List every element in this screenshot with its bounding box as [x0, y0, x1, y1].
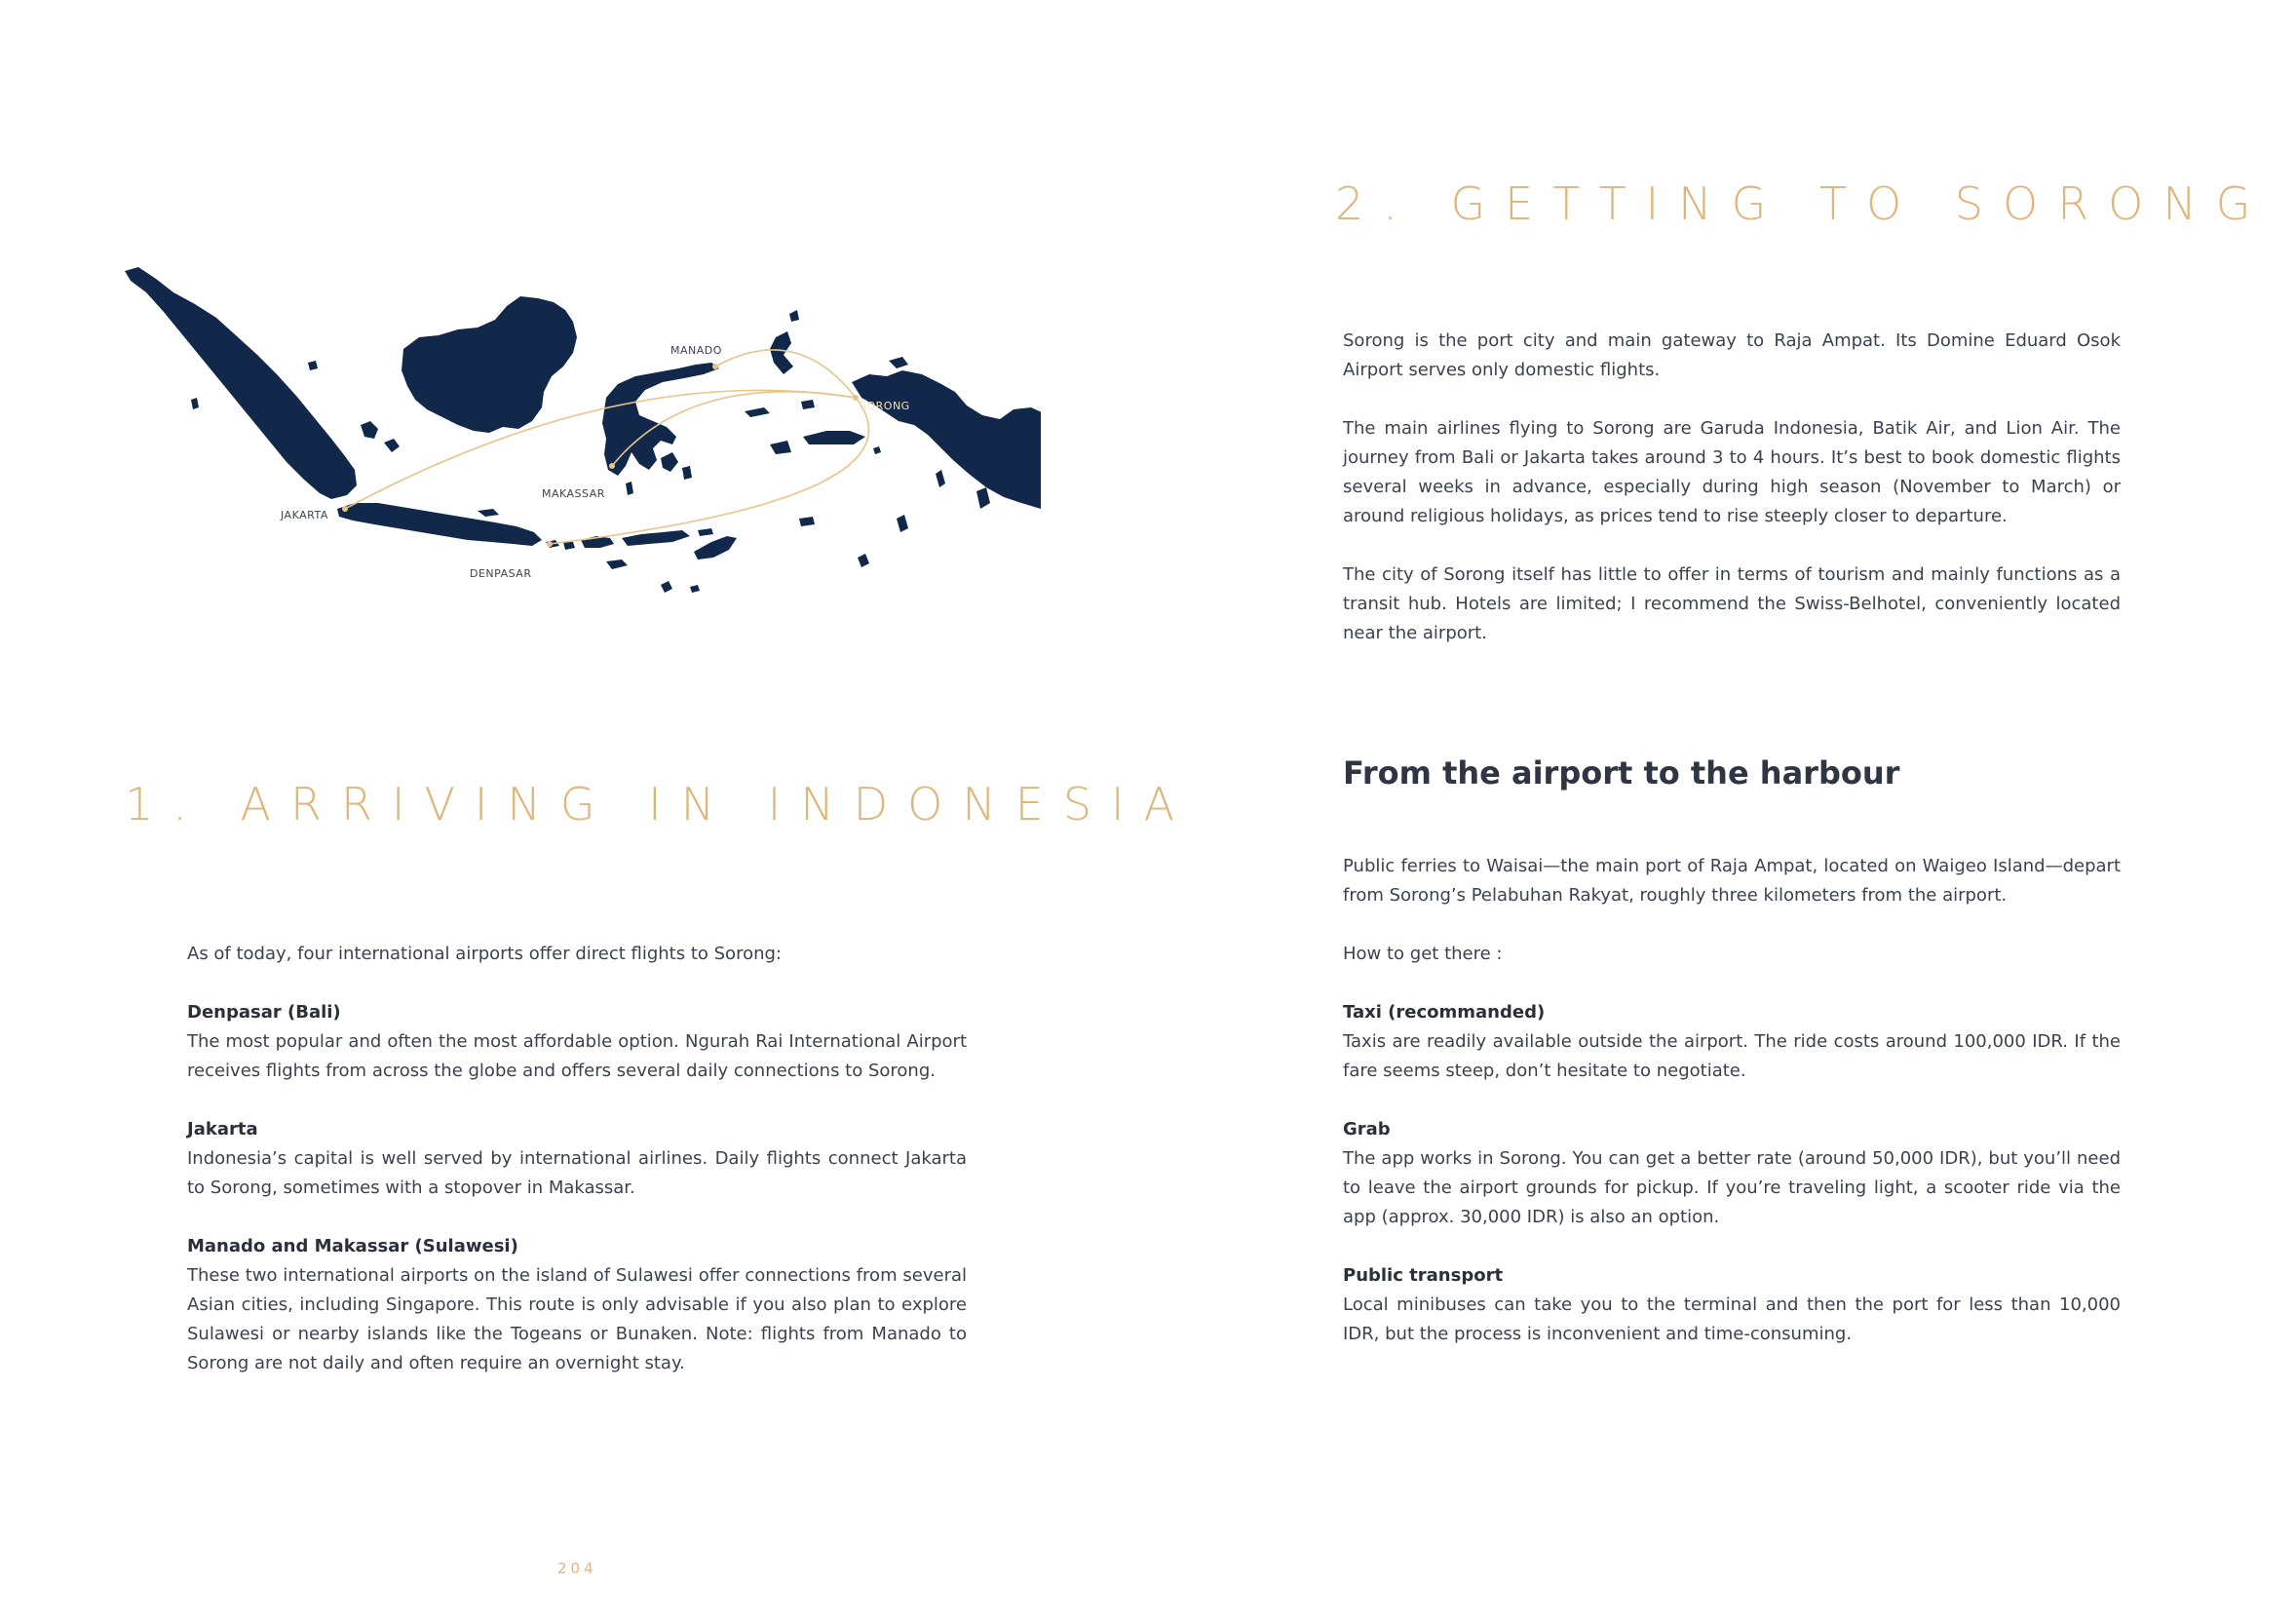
- harbour-intro: Public ferries to Waisai—the main port of Raja Ampat, located on Waigeo Island—depart from Sorong’s Pelabuhan Rakyat, roughly three kilometers from the airport.: [1343, 856, 2121, 906]
- city-dot-denpasar: [547, 541, 553, 547]
- airport-entry-sulawesi: [187, 1232, 967, 1378]
- island-java: [337, 503, 542, 546]
- island-selayar: [626, 482, 633, 495]
- island-seram: [803, 431, 865, 444]
- airport-name: Manado and Makassar (Sulawesi): [187, 1236, 518, 1256]
- island-kei: [936, 470, 945, 487]
- island-wetar: [799, 517, 815, 526]
- island-riau: [308, 361, 318, 370]
- transport-option-public: [1343, 1261, 2121, 1349]
- transport-option-name: Public transport: [1343, 1265, 1504, 1286]
- page-number: 204: [557, 1560, 597, 1577]
- transport-option-taxi: [1343, 998, 2121, 1086]
- section-title-arriving: 1. ARRIVING IN INDONESIA: [125, 778, 1195, 830]
- arriving-intro: As of today, four international airports offer direct flights to Sorong:: [187, 944, 782, 964]
- airport-name: Denpasar (Bali): [187, 1002, 341, 1023]
- how-to-get-there: How to get there :: [1343, 944, 1503, 964]
- sorong-paragraph: The city of Sorong itself has little to offer in terms of tourism and mainly functions as a transit hub. Hotels are limited; I recommend the Swiss-Belhotel, conveniently located near the airport.: [1343, 564, 2121, 643]
- sorong-paragraph: The main airlines flying to Sorong are Garuda Indonesia, Batik Air, and Lion Air. The journey from Bali or Jakarta takes around 3 to 4 hours. It’s best to book domestic flights several weeks in advance, especially during high season (November to March) or around religious holidays, as prices tend to rise steeply closer to departure.: [1343, 418, 2121, 526]
- island-sulawesi: [602, 363, 719, 476]
- indonesia-map: [115, 253, 1041, 614]
- subheading-airport-to-harbour: From the airport to the harbour: [1343, 754, 1900, 792]
- city-label-jakarta: JAKARTA: [281, 509, 328, 521]
- section-title-getting-to-sorong: 2. GETTING TO SORONG: [1335, 177, 2271, 230]
- airport-description: These two international airports on the island of Sulawesi offer connections from several Asian cities, including Singapore. This route is only advisable if you also plan to explore Sulawesi or nearby islands like the Togeans or Bunaken. Note: flights from Manado to Sorong are not daily and often require an overnight stay.: [187, 1265, 967, 1373]
- transport-option-name: Taxi (recommanded): [1343, 1002, 1546, 1023]
- right-page: [1148, 0, 2296, 1622]
- island-morotai: [789, 310, 799, 322]
- island-sulawesi-se: [661, 452, 678, 472]
- city-dot-manado: [712, 364, 718, 369]
- island-waigeo: [889, 357, 908, 368]
- transport-option-name: Grab: [1343, 1119, 1391, 1139]
- island-small-3: [858, 554, 869, 567]
- city-dot-jakarta: [342, 506, 348, 512]
- island-papua: [852, 370, 1041, 548]
- island-bangka: [361, 421, 378, 439]
- transport-option-description: The app works in Sorong. You can get a better rate (around 50,000 IDR), but you’ll need to leave the airport grounds for pickup. If you’re traveling light, a scooter ride via the app (approx. 30,000 IDR) is also an option.: [1343, 1148, 2121, 1227]
- harbour-text-block: [1343, 852, 2121, 1349]
- sorong-paragraph: Sorong is the port city and main gateway to Raja Ampat. Its Domine Eduard Osok Airport serves only domestic flights.: [1343, 330, 2121, 380]
- airport-entry-jakarta: [187, 1115, 967, 1203]
- arriving-text-block: [187, 940, 967, 1378]
- island-banda: [873, 446, 881, 454]
- island-alor: [698, 528, 713, 536]
- city-dot-sorong: [853, 395, 859, 401]
- airport-name: Jakarta: [187, 1119, 258, 1139]
- city-label-manado: MANADO: [670, 344, 722, 357]
- island-small-1: [661, 581, 672, 593]
- island-belitung: [384, 439, 400, 452]
- island-sumatra: [125, 267, 357, 499]
- airport-entry-denpasar: [187, 998, 967, 1086]
- island-buton: [682, 466, 692, 480]
- island-sula: [745, 407, 770, 417]
- island-obi: [801, 400, 815, 409]
- transport-option-grab: [1343, 1115, 2121, 1232]
- island-buru: [770, 441, 791, 454]
- island-aru: [976, 487, 990, 509]
- city-label-denpasar: DENPASAR: [470, 567, 532, 580]
- sorong-intro-block: [1343, 327, 2121, 648]
- city-dot-makassar: [609, 463, 615, 469]
- island-small-2: [690, 585, 700, 593]
- island-timor: [694, 536, 737, 560]
- city-label-sorong: SORONG: [860, 400, 910, 412]
- transport-option-description: Taxis are readily available outside the airport. The ride costs around 100,000 IDR. If the fare seems steep, don’t hesitate to negotiate.: [1343, 1031, 2121, 1081]
- airport-description: Indonesia’s capital is well served by international airlines. Daily flights connect Jakarta to Sorong, sometimes with a stopover in Makassar.: [187, 1148, 967, 1198]
- island-tanimbar: [897, 515, 908, 532]
- airport-description: The most popular and often the most affordable option. Ngurah Rai International Airport receives flights from across the globe and offers several daily connections to Sorong.: [187, 1031, 967, 1081]
- island-halmahera: [770, 331, 793, 374]
- island-nias: [191, 398, 199, 409]
- city-label-makassar: MAKASSAR: [542, 487, 605, 500]
- island-sumba: [606, 560, 628, 569]
- indonesia-map-svg: [115, 253, 1041, 614]
- island-lombok: [563, 542, 575, 550]
- island-madura: [478, 509, 499, 517]
- transport-option-description: Local minibuses can take you to the terminal and then the port for less than 10,000 IDR, but the process is inconvenient and time-consuming.: [1343, 1294, 2121, 1344]
- island-borneo: [402, 296, 577, 433]
- route-denpasar-sorong: [550, 398, 869, 544]
